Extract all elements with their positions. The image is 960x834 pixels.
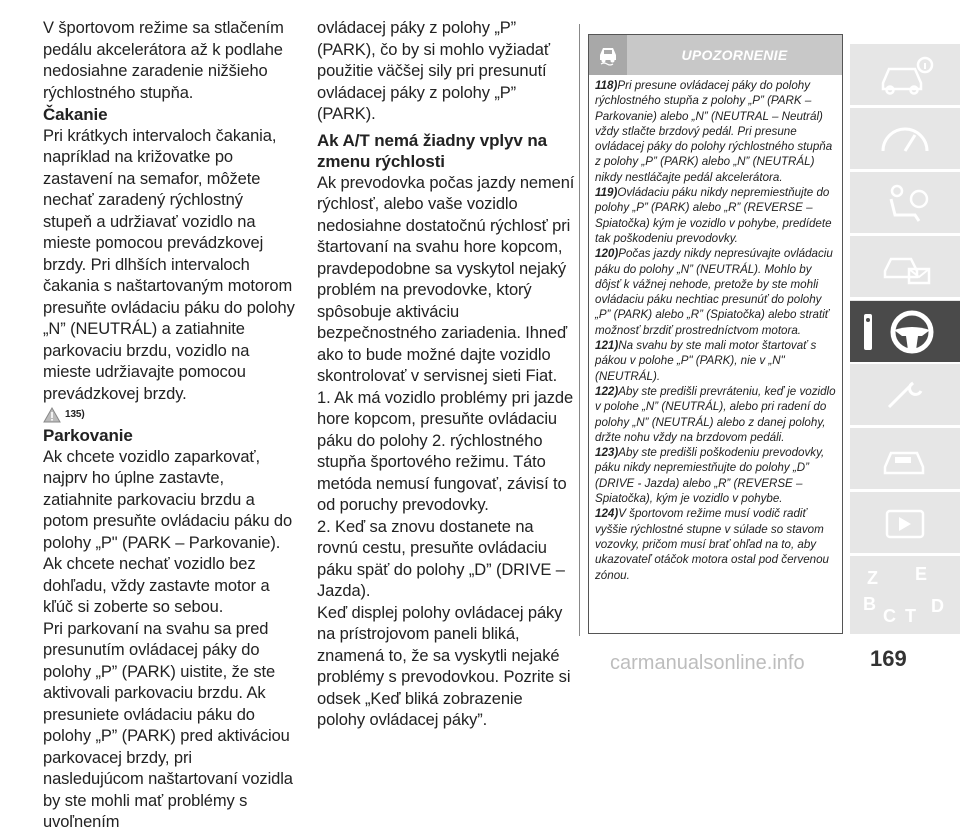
car-skid-icon bbox=[589, 35, 627, 75]
paragraph: Pri krátkych intervaloch čakania, napríklad na križovatke po zastavení na semafor, môžete nechať zaradený rýchlostný stupeň a udržiavať vozidlo na mieste pomocou prevádzkovej brzdy. Pri dlhších intervaloch čakania s naštartovaným motorom presuňte ovládaciu páku do polohy „N” (NEUTRÁL) a zatiahnite parkovaciu brzdu, vozidlo na mieste udržiavajte pomocou prevádzkovej brzdy. bbox=[43, 126, 295, 403]
heading-cakanie: Čakanie bbox=[43, 105, 108, 124]
alphabet-index-icon bbox=[857, 560, 953, 630]
warning-item: 122)Aby ste predišli prevráteniu, keď je vozidlo v polohe „N” (NEUTRÁL), alebo pri radení do polohy „N” (NEUTRÁL) alebo z danej polohy, držte nohu vždy na brzdovom pedáli. bbox=[595, 384, 836, 444]
tab-dashboard[interactable] bbox=[850, 108, 960, 169]
steering-wheel-key-icon bbox=[860, 306, 950, 358]
paragraph: Ak chcete vozidlo zaparkovať, najprv ho úplne zastavte, zatiahnite parkovaciu brzdu a potom presuňte ovládaciu páku do polohy „P" (PARK – Parkovanie). bbox=[43, 447, 293, 552]
tab-safety[interactable] bbox=[850, 172, 960, 233]
warning-item: 124)V športovom režime musí vodič radiť vyššie rýchlostné stupne v súlade so stavom vozovky, pričom musí brať ohľad na to, aby ukazovateľ otáčok motora ostal pod červenou zónou. bbox=[595, 507, 829, 582]
tab-specs[interactable] bbox=[850, 428, 960, 489]
heading-at-no-effect: Ak A/T nemá žiadny vplyv na zmenu rýchlosti bbox=[317, 130, 548, 171]
index-letter: D bbox=[931, 596, 944, 616]
car-info-icon bbox=[875, 53, 935, 97]
watermark: carmanualsonline.info bbox=[610, 652, 805, 674]
paragraph: Ak chcete nechať vozidlo bez dohľadu, vždy zastavte motor a kľúč si zoberte so sebou. bbox=[43, 555, 270, 616]
index-letter: E bbox=[915, 564, 928, 584]
warning-box bbox=[588, 34, 843, 634]
paragraph: Ak prevodovka počas jazdy nemení rýchlosť, alebo vaše vozidlo nedosiahne dostatočnú rýchlosť pri štartovaní na svahu hore kopcom, pravdepodobne sa vyskytol nejaký problém na prevodovke, ktorý spôsobuje aktiváciu bezpečnostného zariadenia. Ihneď ako to bude možné dajte vozidlo skontrolovať v servisnej sieti Fiat. bbox=[317, 173, 575, 385]
tab-starting-driving[interactable] bbox=[850, 301, 960, 362]
middle-column bbox=[317, 18, 575, 732]
multimedia-icon bbox=[875, 501, 935, 545]
paragraph: ovládacej páky z polohy „P” (PARK), čo by si mohlo vyžiadať použitie väčšej sily pri presunutí ovládacej páky z polohy „P” (PARK). bbox=[317, 19, 550, 123]
column-divider bbox=[579, 24, 580, 636]
paragraph: Pri parkovaní na svahu sa pred presunutím ovládacej páky do polohy „P” (PARK) uistite, že ste aktivovali parkovaciu brzdu. Ak presuniete ovládaciu páku do polohy „P” (PARK) pred aktiváciou parkovacej brzdy, pri nasledujúcom naštartovaní vozidla by ste mohli mať problémy s uvoľnením bbox=[43, 619, 293, 831]
tab-driving[interactable] bbox=[850, 236, 960, 297]
tab-multimedia[interactable] bbox=[850, 492, 960, 553]
warning-item: 123)Aby ste predišli poškodeniu prevodovky, páku nikdy nepremiestňujte do polohy „D” (DRIVE - Jazda) alebo „R” (REVERSE – Spiatočka), kým je vozidlo v pohybe. bbox=[595, 446, 825, 506]
paragraph: Keď displej polohy ovládacej páky na prístrojovom paneli bliká, znamená to, že sa vyskytli nejaké problémy s prevodovkou. Pozrite si odsek „Keď bliká zobrazenie polohy ovládacej páky”. bbox=[317, 603, 571, 729]
warning-header bbox=[589, 35, 842, 75]
paragraph: 1. Ak má vozidlo problémy pri jazde hore kopcom, presuňte ovládaciu páku do polohy 2. rýchlostného stupňa športového režimu. Táto metóda nemusí fungovať, závisí to od poruchy prevodovky. bbox=[317, 388, 574, 514]
dashboard-gauge-icon bbox=[875, 117, 935, 161]
index-letter: T bbox=[905, 606, 916, 626]
index-letter: B bbox=[863, 594, 876, 614]
warning-title: UPOZORNENIE bbox=[681, 47, 788, 63]
index-letter: C bbox=[883, 606, 896, 626]
paragraph: 2. Keď sa znovu dostanete na rovnú cestu, presuňte ovládaciu páku späť do polohy „D” (DRIVE – Jazda). bbox=[317, 517, 565, 600]
car-specs-icon bbox=[875, 437, 935, 481]
warning-reference bbox=[43, 405, 295, 425]
tab-index[interactable] bbox=[850, 556, 960, 634]
warning-item: 119)Ovládaciu páku nikdy nepremiestňujte do polohy „P” (PARK) alebo „R” (REVERSE – Spiatočka) kým je vozidlo v pohybe, predídete tak poškodeniu prevodovky. bbox=[595, 186, 832, 245]
warning-item: 120)Počas jazdy nikdy nepresúvajte ovládaciu páku do polohy „N” (NEUTRÁL). Mohlo by dôjsť k vážnej nehode, pretože by ste mohli ovládaciu páku nechtiac presunúť do polohy „P” (PARK) alebo „R” (Spiatočka) alebo stratiť možnosť brzdiť prostredníctvom motora. bbox=[595, 247, 833, 337]
seat-airbag-icon bbox=[875, 181, 935, 225]
tab-car-info[interactable] bbox=[850, 44, 960, 105]
car-road-icon bbox=[875, 245, 935, 289]
tab-service[interactable] bbox=[850, 364, 960, 425]
page-number: 169 bbox=[870, 646, 907, 671]
warning-triangle-icon bbox=[43, 407, 61, 423]
warning-item: 118)Pri presune ovládacej páky do polohy rýchlostného stupňa z polohy „P” (PARK – Parkovanie) alebo „N” (NEUTRAL – Neutrál) vždy stlačte brzdový pedál. Pri presune ovládacej páky do polohy rýchlostného stupňa z polohy „P” (PARK) alebo „N” (NEUTRÁL) nikdy nestláčajte pedál akcelerátora. bbox=[595, 79, 833, 184]
warning-item: 121)Na svahu by ste mali motor štartovať s pákou v polohe „P" (PARK), nie v „N" (NEUTRÁL). bbox=[595, 339, 817, 383]
left-column bbox=[43, 18, 295, 834]
warning-body bbox=[589, 75, 842, 583]
paragraph: V športovom režime sa stlačením pedálu akcelerátora až k podlahe nedosiahne zaradenie nižšieho rýchlostného stupňa. bbox=[43, 19, 284, 102]
heading-parkovanie: Parkovanie bbox=[43, 426, 133, 445]
wrench-service-icon bbox=[875, 373, 935, 417]
index-letter: Z bbox=[867, 568, 878, 588]
reference-number: 135) bbox=[65, 409, 85, 421]
